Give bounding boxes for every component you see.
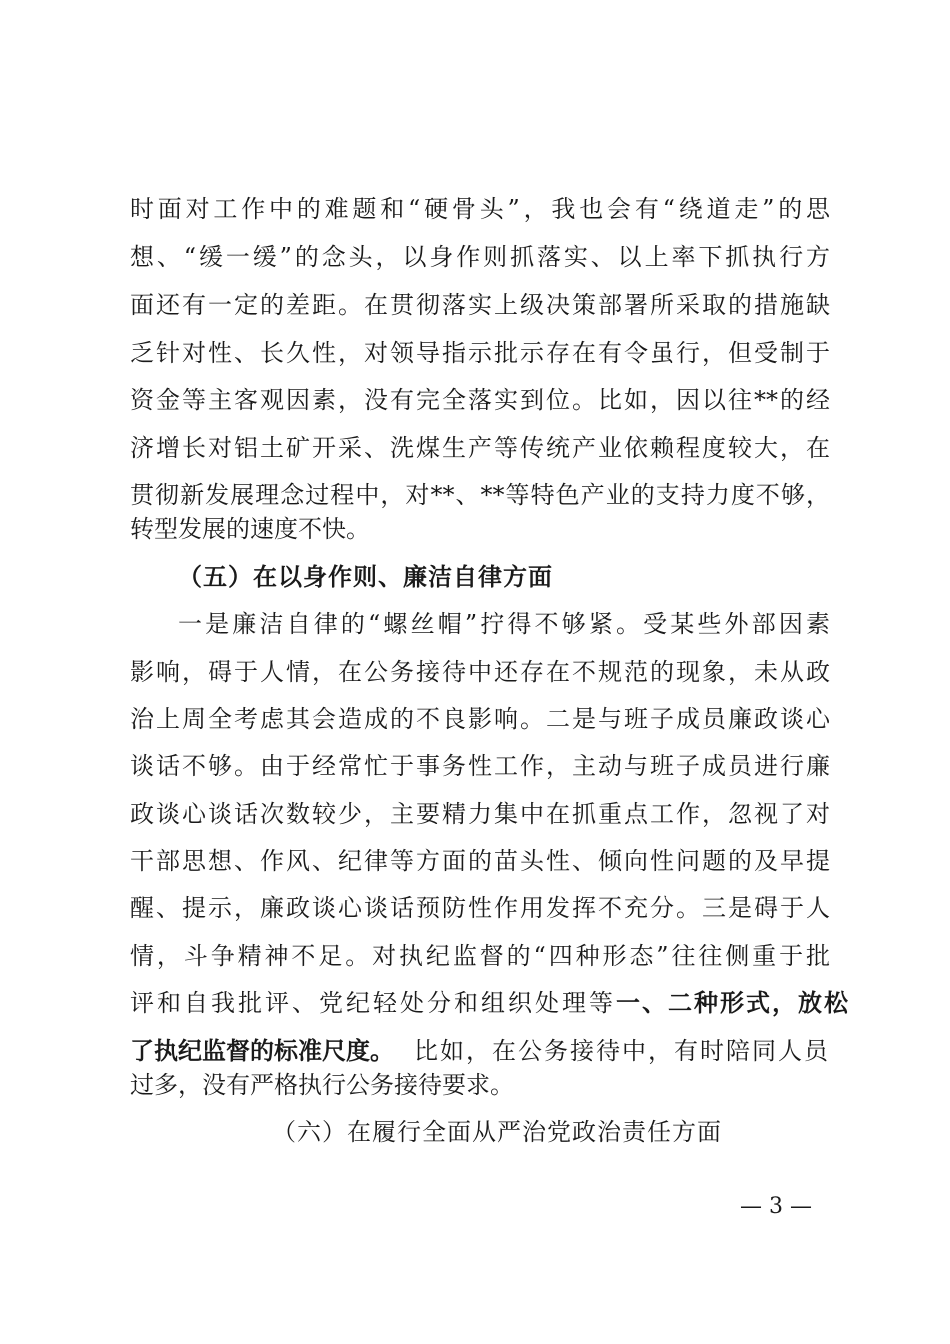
page-number: — 3 — <box>740 1194 812 1219</box>
body-line: 政谈心谈话次数较少，主要精力集中在抓重点工作，忽视了对 <box>130 800 830 828</box>
body-line: 贯彻新发展理念过程中，对**、**等特色产业的支持力度不够， <box>130 481 830 509</box>
emphasis-text: 了执纪监督的标准尺度。 <box>130 1037 394 1065</box>
body-text: 比如，在公务接待中，有时陪同人员 <box>414 1037 830 1065</box>
body-line: 济增长对铝土矿开采、洗煤生产等传统产业依赖程度较大，在 <box>130 434 830 462</box>
emphasis-text: 一、二种形式，放松 <box>616 989 850 1017</box>
body-line: 醒、提示，廉政谈心谈话预防性作用发挥不充分。三是碍于人 <box>130 894 830 922</box>
section-heading-6: （六）在履行全面从严治党政治责任方面 <box>272 1118 722 1146</box>
body-text: 评和自我批评、党纪轻处分和组织处理等 <box>130 989 616 1017</box>
body-line: 影响，碍于人情，在公务接待中还存在不规范的现象，未从政 <box>130 658 830 686</box>
body-line: 转型发展的速度不快。 <box>130 515 370 543</box>
body-line: 干部思想、作风、纪律等方面的苗头性、倾向性问题的及早提 <box>130 847 830 875</box>
body-line: 面还有一定的差距。在贯彻落实上级决策部署所采取的措施缺 <box>130 291 830 319</box>
section-heading-5: （五）在以身作则、廉洁自律方面 <box>178 562 553 591</box>
body-line: 资金等主客观因素，没有完全落实到位。比如，因以往**的经 <box>130 386 830 414</box>
body-line-mixed <box>130 1036 830 1066</box>
body-line: 想、“缓一缓”的念头，以身作则抓落实、以上率下抓执行方 <box>130 243 830 271</box>
body-line: 时面对工作中的难题和“硬骨头”，我也会有“绕道走”的思 <box>130 195 830 223</box>
body-line-mixed <box>130 988 850 1018</box>
body-line: 情，斗争精神不足。对执纪监督的“四种形态”往往侧重于批 <box>130 942 830 970</box>
body-line: 过多，没有严格执行公务接待要求。 <box>130 1071 514 1099</box>
body-line: 一是廉洁自律的“螺丝帽”拧得不够紧。受某些外部因素 <box>178 610 830 638</box>
body-line: 谈话不够。由于经常忙于事务性工作，主动与班子成员进行廉 <box>130 752 830 780</box>
body-line: 乏针对性、长久性，对领导指示批示存在有令虽行，但受制于 <box>130 339 830 367</box>
body-line: 治上周全考虑其会造成的不良影响。二是与班子成员廉政谈心 <box>130 705 830 733</box>
